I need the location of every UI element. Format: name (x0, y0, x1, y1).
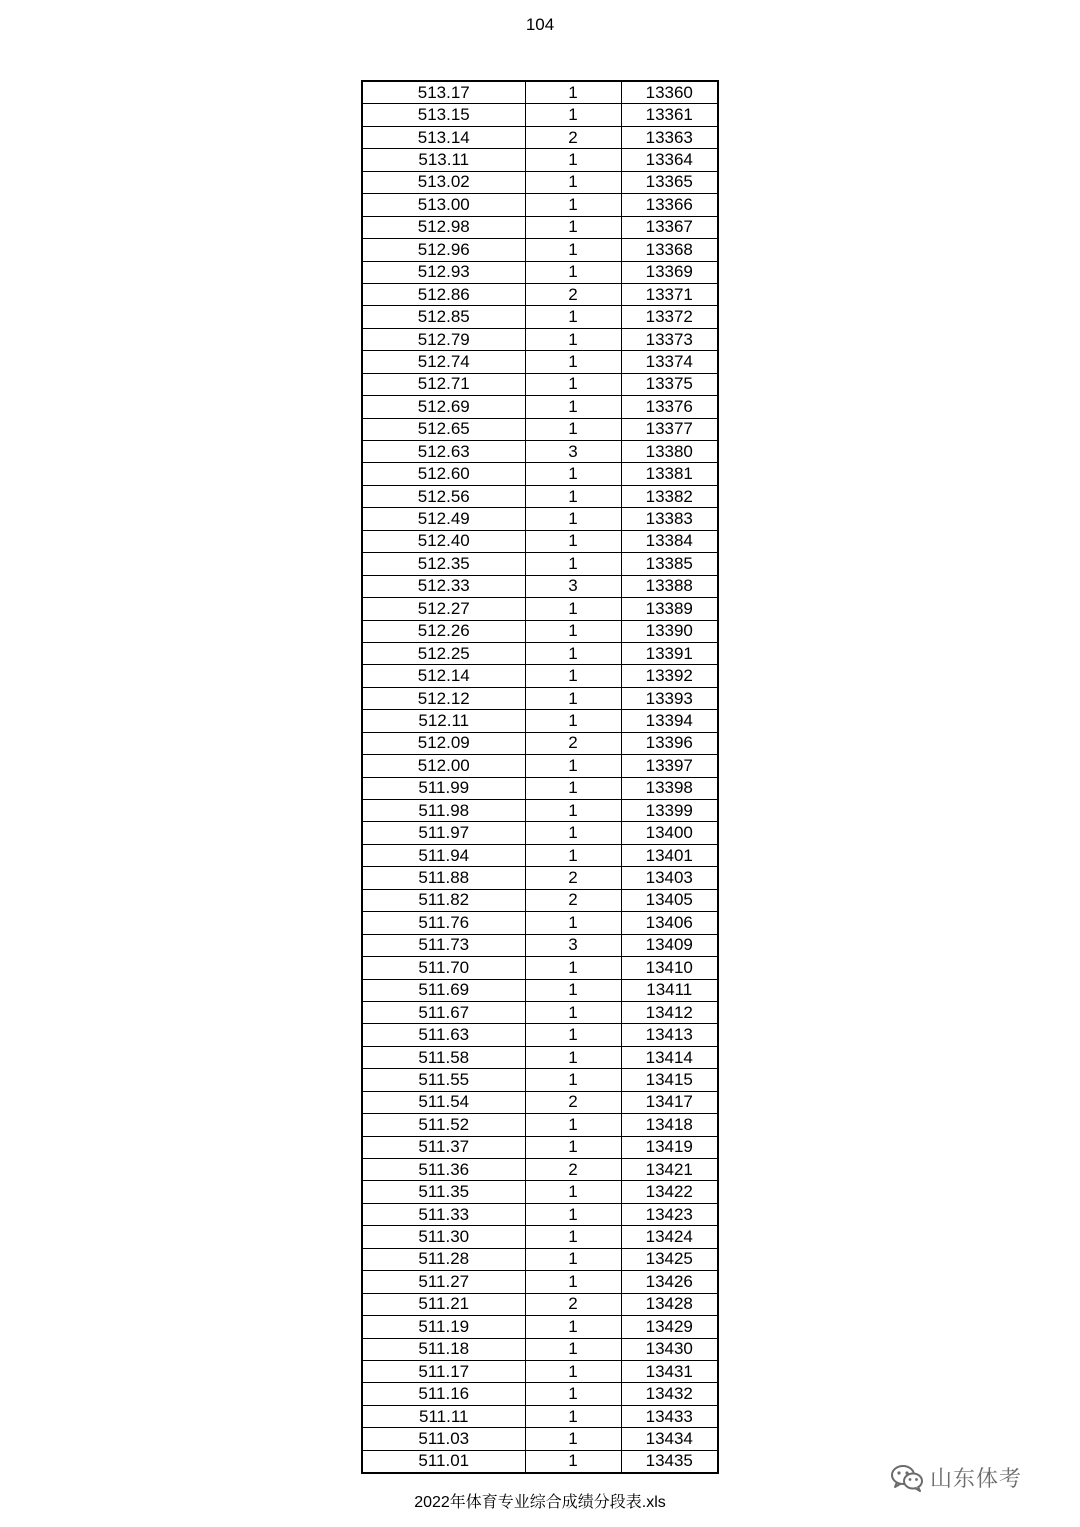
count-cell: 1 (525, 777, 621, 799)
cumulative-cell: 13421 (621, 1159, 718, 1181)
table-row (362, 710, 718, 732)
score-cell: 511.03 (362, 1428, 525, 1450)
count-cell: 1 (525, 1024, 621, 1046)
count-cell: 1 (525, 800, 621, 822)
count-cell: 1 (525, 463, 621, 485)
count-cell: 1 (525, 1069, 621, 1091)
score-cell: 513.15 (362, 104, 525, 126)
table-row (362, 530, 718, 552)
cumulative-cell: 13364 (621, 149, 718, 171)
score-cell: 513.14 (362, 126, 525, 148)
table-row (362, 1159, 718, 1181)
cumulative-cell: 13377 (621, 418, 718, 440)
count-cell: 1 (525, 642, 621, 664)
cumulative-cell: 13423 (621, 1203, 718, 1225)
count-cell: 1 (525, 1383, 621, 1405)
watermark (890, 1462, 1022, 1493)
cumulative-cell: 13426 (621, 1271, 718, 1293)
table-row (362, 396, 718, 418)
count-cell: 1 (525, 328, 621, 350)
score-cell: 511.18 (362, 1338, 525, 1360)
count-cell: 1 (525, 957, 621, 979)
count-cell: 1 (525, 710, 621, 732)
count-cell: 1 (525, 844, 621, 866)
cumulative-cell: 13434 (621, 1428, 718, 1450)
cumulative-cell: 13382 (621, 485, 718, 507)
score-cell: 511.73 (362, 934, 525, 956)
count-cell: 2 (525, 732, 621, 754)
cumulative-cell: 13393 (621, 687, 718, 709)
count-cell: 1 (525, 81, 621, 104)
count-cell: 1 (525, 485, 621, 507)
cumulative-cell: 13400 (621, 822, 718, 844)
table-row (362, 1001, 718, 1023)
cumulative-cell: 13372 (621, 306, 718, 328)
score-cell: 511.94 (362, 844, 525, 866)
table-row (362, 1450, 718, 1473)
score-cell: 511.97 (362, 822, 525, 844)
table-row (362, 1405, 718, 1427)
wechat-icon (890, 1464, 924, 1492)
page-number: 104 (525, 15, 555, 34)
score-cell: 512.63 (362, 441, 525, 463)
table-row (362, 912, 718, 934)
cumulative-cell: 13374 (621, 351, 718, 373)
cumulative-cell: 13381 (621, 463, 718, 485)
cumulative-cell: 13433 (621, 1405, 718, 1427)
count-cell: 1 (525, 1226, 621, 1248)
table-row (362, 149, 718, 171)
score-cell: 511.33 (362, 1203, 525, 1225)
cumulative-cell: 13413 (621, 1024, 718, 1046)
count-cell: 1 (525, 553, 621, 575)
cumulative-cell: 13430 (621, 1338, 718, 1360)
count-cell: 1 (525, 1316, 621, 1338)
count-cell: 1 (525, 1181, 621, 1203)
cumulative-cell: 13394 (621, 710, 718, 732)
score-cell: 511.17 (362, 1360, 525, 1382)
cumulative-cell: 13391 (621, 642, 718, 664)
count-cell: 3 (525, 934, 621, 956)
score-cell: 512.09 (362, 732, 525, 754)
table-row (362, 283, 718, 305)
cumulative-cell: 13412 (621, 1001, 718, 1023)
score-cell: 512.25 (362, 642, 525, 664)
table-row (362, 575, 718, 597)
cumulative-cell: 13385 (621, 553, 718, 575)
cumulative-cell: 13376 (621, 396, 718, 418)
cumulative-cell: 13380 (621, 441, 718, 463)
cumulative-cell: 13414 (621, 1046, 718, 1068)
score-cell: 512.85 (362, 306, 525, 328)
table-row (362, 800, 718, 822)
score-cell: 511.88 (362, 867, 525, 889)
cumulative-cell: 13388 (621, 575, 718, 597)
count-cell: 1 (525, 149, 621, 171)
table-row (362, 216, 718, 238)
cumulative-cell: 13366 (621, 194, 718, 216)
cumulative-cell: 13396 (621, 732, 718, 754)
table-row (362, 755, 718, 777)
score-cell: 511.16 (362, 1383, 525, 1405)
table-row (362, 979, 718, 1001)
cumulative-cell: 13425 (621, 1248, 718, 1270)
cumulative-cell: 13368 (621, 239, 718, 261)
cumulative-cell: 13373 (621, 328, 718, 350)
table-row (362, 620, 718, 642)
score-cell: 512.56 (362, 485, 525, 507)
score-cell: 512.12 (362, 687, 525, 709)
score-cell: 511.99 (362, 777, 525, 799)
table-row (362, 957, 718, 979)
cumulative-cell: 13397 (621, 755, 718, 777)
score-cell: 511.69 (362, 979, 525, 1001)
table-row (362, 889, 718, 911)
score-cell: 511.58 (362, 1046, 525, 1068)
count-cell: 1 (525, 1248, 621, 1270)
count-cell: 3 (525, 575, 621, 597)
count-cell: 1 (525, 665, 621, 687)
count-cell: 1 (525, 912, 621, 934)
score-cell: 511.01 (362, 1450, 525, 1473)
score-cell: 512.35 (362, 553, 525, 575)
score-cell: 511.52 (362, 1114, 525, 1136)
score-cell: 512.65 (362, 418, 525, 440)
table-row (362, 1383, 718, 1405)
footer-filename: 2022年体育专业综合成绩分段表.xls (414, 1494, 666, 1511)
count-cell: 1 (525, 979, 621, 1001)
table-row (362, 844, 718, 866)
count-cell: 1 (525, 306, 621, 328)
score-cell: 512.33 (362, 575, 525, 597)
count-cell: 2 (525, 867, 621, 889)
count-cell: 1 (525, 239, 621, 261)
score-cell: 512.40 (362, 530, 525, 552)
table-row (362, 642, 718, 664)
count-cell: 2 (525, 889, 621, 911)
count-cell: 1 (525, 1450, 621, 1473)
table-row (362, 306, 718, 328)
score-cell: 513.17 (362, 81, 525, 104)
score-cell: 511.63 (362, 1024, 525, 1046)
count-cell: 1 (525, 1001, 621, 1023)
table-row (362, 261, 718, 283)
table-row (362, 441, 718, 463)
cumulative-cell: 13435 (621, 1450, 718, 1473)
score-cell: 511.36 (362, 1159, 525, 1181)
cumulative-cell: 13411 (621, 979, 718, 1001)
table-row (362, 328, 718, 350)
score-cell: 513.11 (362, 149, 525, 171)
count-cell: 1 (525, 687, 621, 709)
count-cell: 1 (525, 194, 621, 216)
table-row (362, 171, 718, 193)
cumulative-cell: 13406 (621, 912, 718, 934)
table-row (362, 1360, 718, 1382)
table-row (362, 934, 718, 956)
cumulative-cell: 13365 (621, 171, 718, 193)
score-cell: 511.30 (362, 1226, 525, 1248)
count-cell: 2 (525, 126, 621, 148)
count-cell: 1 (525, 598, 621, 620)
cumulative-cell: 13369 (621, 261, 718, 283)
score-cell: 511.19 (362, 1316, 525, 1338)
table-row (362, 1428, 718, 1450)
table-row (362, 508, 718, 530)
cumulative-cell: 13409 (621, 934, 718, 956)
cumulative-cell: 13431 (621, 1360, 718, 1382)
count-cell: 1 (525, 1203, 621, 1225)
count-cell: 1 (525, 1360, 621, 1382)
score-cell: 511.21 (362, 1293, 525, 1315)
score-cell: 511.67 (362, 1001, 525, 1023)
table-row (362, 777, 718, 799)
score-cell: 511.35 (362, 1181, 525, 1203)
cumulative-cell: 13371 (621, 283, 718, 305)
cumulative-cell: 13398 (621, 777, 718, 799)
score-cell: 512.98 (362, 216, 525, 238)
count-cell: 1 (525, 1338, 621, 1360)
cumulative-cell: 13403 (621, 867, 718, 889)
count-cell: 1 (525, 755, 621, 777)
cumulative-cell: 13415 (621, 1069, 718, 1091)
cumulative-cell: 13422 (621, 1181, 718, 1203)
table-row (362, 1069, 718, 1091)
cumulative-cell: 13389 (621, 598, 718, 620)
count-cell: 1 (525, 620, 621, 642)
table-row (362, 1091, 718, 1113)
table-row (362, 194, 718, 216)
cumulative-cell: 13429 (621, 1316, 718, 1338)
table-row (362, 104, 718, 126)
table-row (362, 1181, 718, 1203)
table-row (362, 1226, 718, 1248)
score-cell: 512.26 (362, 620, 525, 642)
table-row (362, 463, 718, 485)
score-cell: 511.11 (362, 1405, 525, 1427)
cumulative-cell: 13399 (621, 800, 718, 822)
cumulative-cell: 13419 (621, 1136, 718, 1158)
score-cell: 512.27 (362, 598, 525, 620)
cumulative-cell: 13360 (621, 81, 718, 104)
score-cell: 513.02 (362, 171, 525, 193)
table-row (362, 81, 718, 104)
score-cell: 512.14 (362, 665, 525, 687)
table-row (362, 1203, 718, 1225)
count-cell: 1 (525, 1136, 621, 1158)
cumulative-cell: 13405 (621, 889, 718, 911)
watermark-text: 山东体考 (930, 1466, 1023, 1491)
table-row (362, 687, 718, 709)
table-body (362, 81, 718, 1473)
count-cell: 1 (525, 216, 621, 238)
cumulative-cell: 13428 (621, 1293, 718, 1315)
score-cell: 512.49 (362, 508, 525, 530)
count-cell: 2 (525, 1159, 621, 1181)
table-row (362, 239, 718, 261)
score-cell: 513.00 (362, 194, 525, 216)
count-cell: 1 (525, 351, 621, 373)
table-row (362, 1046, 718, 1068)
cumulative-cell: 13401 (621, 844, 718, 866)
table-row (362, 665, 718, 687)
count-cell: 3 (525, 441, 621, 463)
count-cell: 1 (525, 1271, 621, 1293)
score-cell: 511.37 (362, 1136, 525, 1158)
count-cell: 1 (525, 396, 621, 418)
cumulative-cell: 13432 (621, 1383, 718, 1405)
cumulative-cell: 13383 (621, 508, 718, 530)
table-row (362, 485, 718, 507)
score-cell: 511.76 (362, 912, 525, 934)
count-cell: 1 (525, 1114, 621, 1136)
count-cell: 1 (525, 171, 621, 193)
table-row (362, 1248, 718, 1270)
cumulative-cell: 13392 (621, 665, 718, 687)
cumulative-cell: 13384 (621, 530, 718, 552)
score-cell: 512.60 (362, 463, 525, 485)
table-row (362, 1338, 718, 1360)
score-cell: 512.96 (362, 239, 525, 261)
cumulative-cell: 13418 (621, 1114, 718, 1136)
cumulative-cell: 13410 (621, 957, 718, 979)
cumulative-cell: 13390 (621, 620, 718, 642)
score-cell: 512.93 (362, 261, 525, 283)
table-row (362, 373, 718, 395)
count-cell: 1 (525, 1428, 621, 1450)
score-cell: 511.82 (362, 889, 525, 911)
count-cell: 1 (525, 508, 621, 530)
score-cell: 512.71 (362, 373, 525, 395)
score-cell: 511.55 (362, 1069, 525, 1091)
table-row (362, 1024, 718, 1046)
score-distribution-table (361, 80, 719, 1474)
table-row (362, 418, 718, 440)
count-cell: 2 (525, 1091, 621, 1113)
table-row (362, 1114, 718, 1136)
table-row (362, 553, 718, 575)
cumulative-cell: 13417 (621, 1091, 718, 1113)
table-row (362, 822, 718, 844)
score-cell: 512.79 (362, 328, 525, 350)
score-cell: 512.86 (362, 283, 525, 305)
count-cell: 1 (525, 418, 621, 440)
count-cell: 1 (525, 1046, 621, 1068)
table-row (362, 598, 718, 620)
score-cell: 512.69 (362, 396, 525, 418)
cumulative-cell: 13367 (621, 216, 718, 238)
score-cell: 511.98 (362, 800, 525, 822)
cumulative-cell: 13361 (621, 104, 718, 126)
count-cell: 2 (525, 283, 621, 305)
count-cell: 1 (525, 261, 621, 283)
table-row (362, 1136, 718, 1158)
table-row (362, 732, 718, 754)
count-cell: 1 (525, 104, 621, 126)
table-row (362, 351, 718, 373)
count-cell: 1 (525, 530, 621, 552)
table-row (362, 867, 718, 889)
cumulative-cell: 13375 (621, 373, 718, 395)
score-cell: 512.74 (362, 351, 525, 373)
table-row (362, 126, 718, 148)
count-cell: 1 (525, 822, 621, 844)
table-row (362, 1271, 718, 1293)
score-cell: 511.27 (362, 1271, 525, 1293)
cumulative-cell: 13363 (621, 126, 718, 148)
score-cell: 511.54 (362, 1091, 525, 1113)
score-cell: 511.70 (362, 957, 525, 979)
score-cell: 512.00 (362, 755, 525, 777)
count-cell: 1 (525, 1405, 621, 1427)
table-row (362, 1316, 718, 1338)
table-row (362, 1293, 718, 1315)
score-cell: 512.11 (362, 710, 525, 732)
score-cell: 511.28 (362, 1248, 525, 1270)
count-cell: 2 (525, 1293, 621, 1315)
cumulative-cell: 13424 (621, 1226, 718, 1248)
count-cell: 1 (525, 373, 621, 395)
